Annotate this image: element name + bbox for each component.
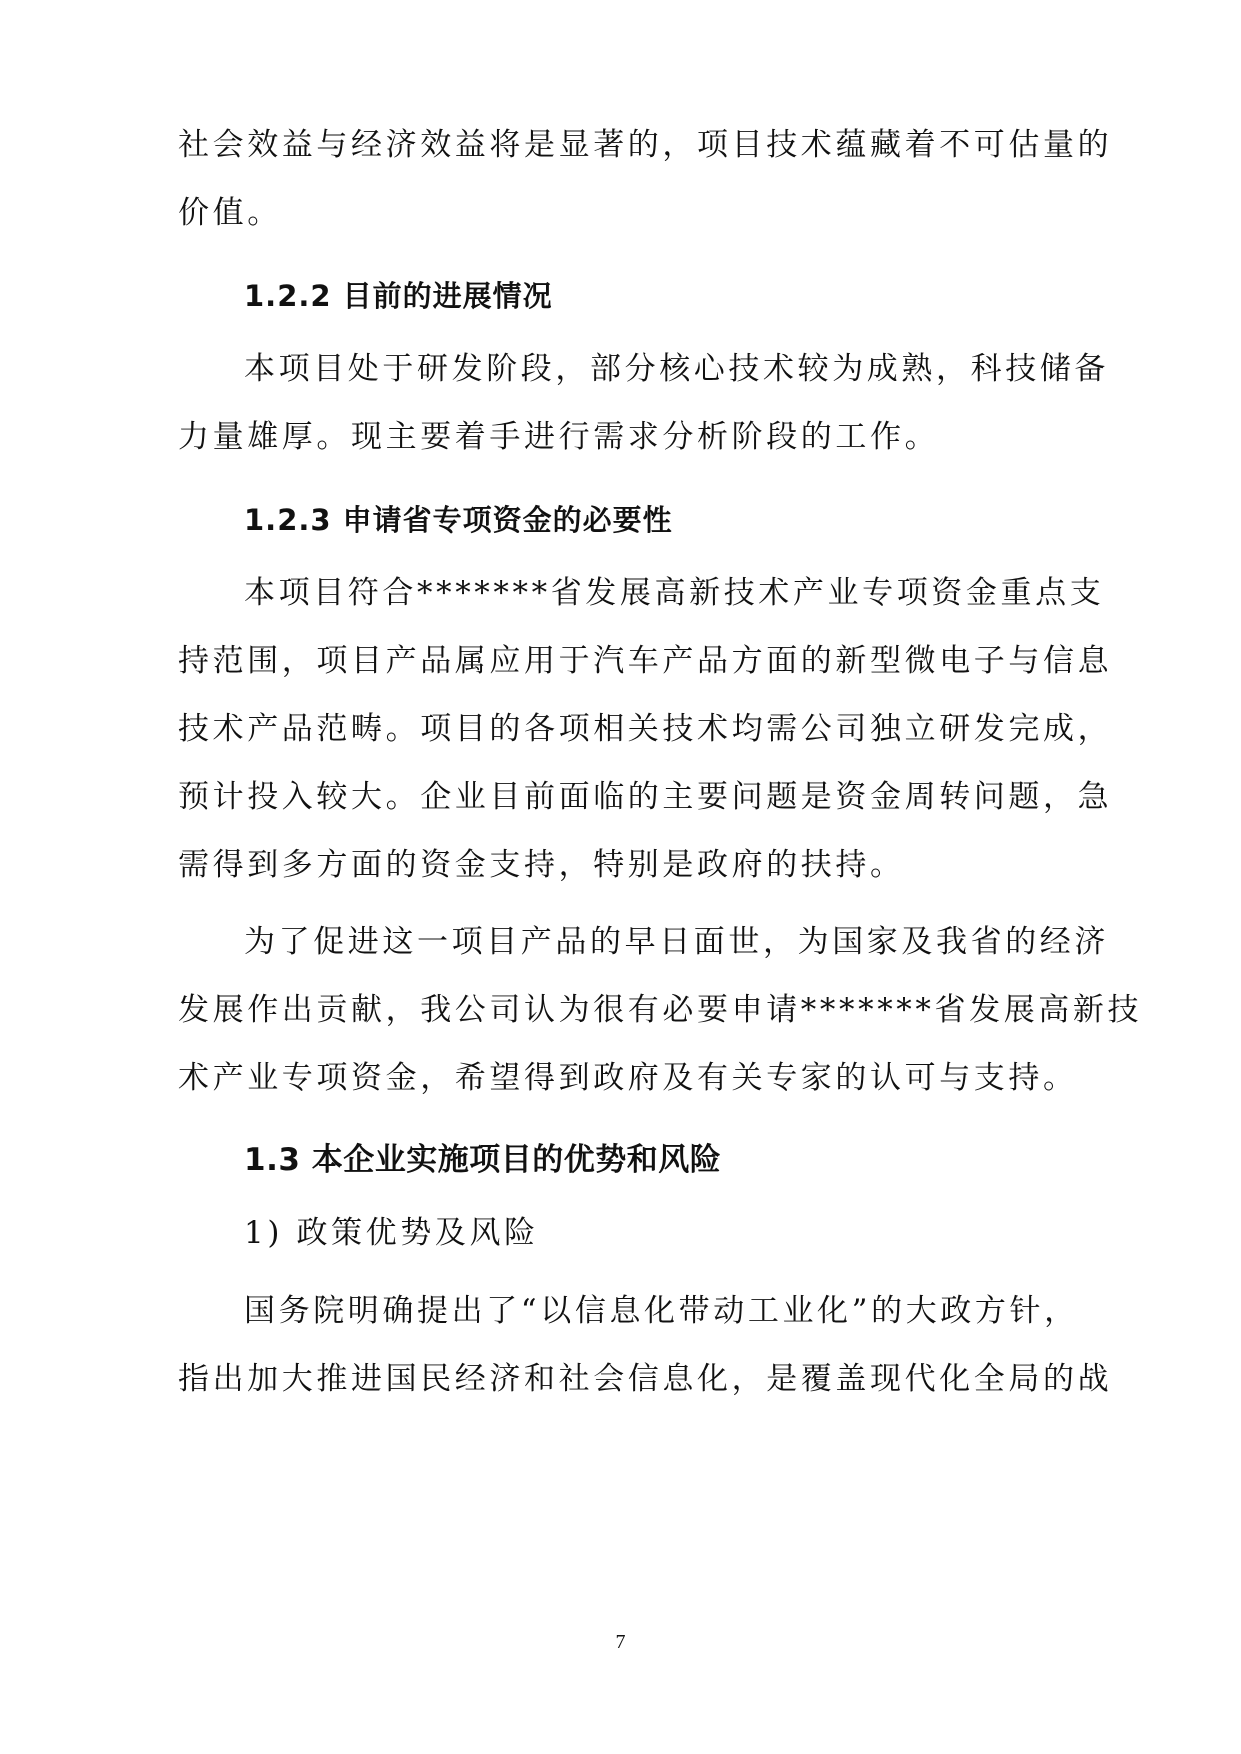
page-number: 7 — [615, 1631, 626, 1653]
paragraph-line: 需得到多方面的资金支持，特别是政府的扶持。 — [178, 847, 905, 883]
paragraph-line: 国务院明确提出了“以信息化带动工业化”的大政方针， — [244, 1293, 1079, 1329]
paragraph-line: 为了促进这一项目产品的早日面世，为国家及我省的经济 — [244, 924, 1109, 960]
paragraph-line: 本项目符合*******省发展高新技术产业专项资金重点支 — [244, 575, 1105, 611]
paragraph-line: 社会效益与经济效益将是显著的，项目技术蕴藏着不可估量的 — [178, 127, 1113, 163]
subsection-heading: 1) 政策优势及风险 — [244, 1215, 539, 1251]
section-heading-1-2-3: 1.2.3 申请省专项资金的必要性 — [244, 503, 673, 537]
section-heading-1-3: 1.3 本企业实施项目的优势和风险 — [244, 1142, 722, 1178]
paragraph-line: 价值。 — [178, 195, 282, 231]
paragraph-line: 发展作出贡献，我公司认为很有必要申请*******省发展高新技 — [178, 992, 1143, 1028]
paragraph-line: 力量雄厚。现主要着手进行需求分析阶段的工作。 — [178, 419, 940, 455]
paragraph-line: 本项目处于研发阶段，部分核心技术较为成熟，科技储备 — [244, 351, 1109, 387]
paragraph-line: 预计投入较大。企业目前面临的主要问题是资金周转问题，急 — [178, 779, 1113, 815]
paragraph-line: 技术产品范畴。项目的各项相关技术均需公司独立研发完成， — [178, 711, 1113, 747]
paragraph-line: 持范围，项目产品属应用于汽车产品方面的新型微电子与信息 — [178, 643, 1113, 679]
section-heading-1-2-2: 1.2.2 目前的进展情况 — [244, 279, 553, 313]
paragraph-line: 术产业专项资金，希望得到政府及有关专家的认可与支持。 — [178, 1060, 1078, 1096]
paragraph-line: 指出加大推进国民经济和社会信息化，是覆盖现代化全局的战 — [178, 1361, 1113, 1397]
